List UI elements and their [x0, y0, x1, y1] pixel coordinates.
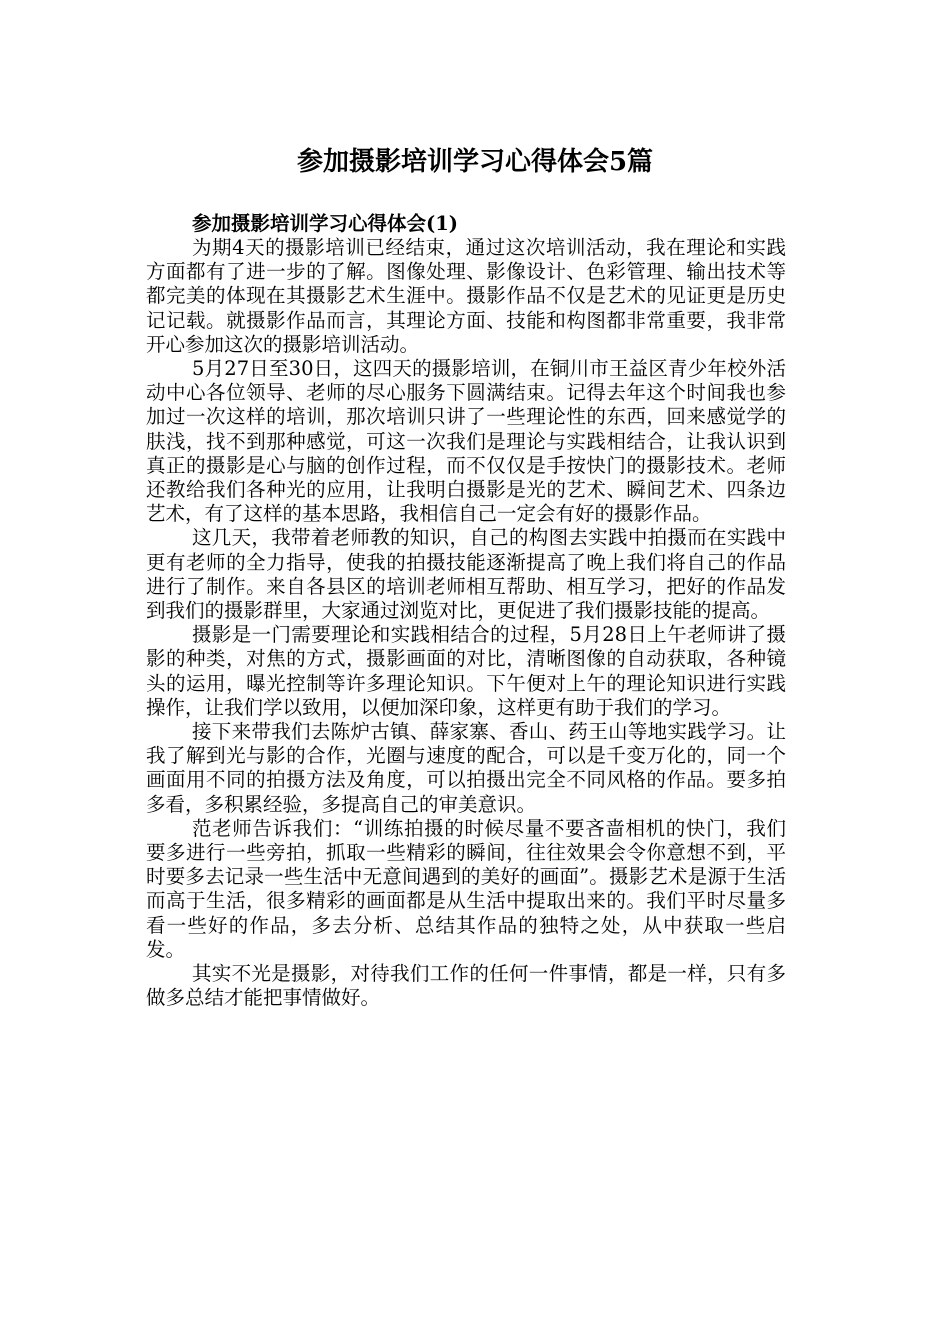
paragraph-4: 摄影是一门需要理论和实践相结合的过程，5月28日上午老师讲了摄影的种类，对焦的方式，摄影画面的对比，清晰图像的自动获取，各种镜头的运用，曝光控制等许多理论知识。下午便对上午的理论知识进行实践操作，让我们学以致用，以便加深印象，这样更有助于我们的学习。 — [146, 623, 786, 719]
paragraph-5: 接下来带我们去陈炉古镇、薛家寨、香山、药王山等地实践学习。让我了解到光与影的合作，光圈与速度的配合，可以是千变万化的，同一个画面用不同的拍摄方法及角度，可以拍摄出完全不同风格的作品。要多拍多看，多积累经验，多提高自己的审美意识。 — [146, 720, 786, 816]
section-heading: 参加摄影培训学习心得体会(1) — [192, 212, 459, 235]
paragraph-3: 这几天，我带着老师教的知识，自己的构图去实践中拍摄而在实践中更有老师的全力指导，使我的拍摄技能逐渐提高了晚上我们将自己的作品进行了制作。来自各县区的培训老师相互帮助、相互学习，把好的作品发到我们的摄影群里，大家通过浏览对比，更促进了我们摄影技能的提高。 — [146, 526, 786, 623]
document-body — [146, 212, 786, 1011]
document-title: 参加摄影培训学习心得体会5篇 — [296, 147, 654, 177]
paragraph-6: 范老师告诉我们：“训练拍摄的时候尽量不要吝啬相机的快门，我们要多进行一些旁拍，抓取一些精彩的瞬间，往往效果会令你意想不到，平时要多去记录一些生活中无意间遇到的美好的画面”。摄影艺术是源于生活而高于生活，很多精彩的画面都是从生活中提取出来的。我们平时尽量多看一些好的作品，多去分析、总结其作品的独特之处，从中获取一些启发。 — [146, 816, 786, 961]
paragraph-7: 其实不光是摄影，对待我们工作的任何一件事情，都是一样，只有多做多总结才能把事情做好。 — [146, 962, 786, 1010]
paragraph-1: 为期4天的摄影培训已经结束，通过这次培训活动，我在理论和实践方面都有了进一步的了解。图像处理、影像设计、色彩管理、输出技术等都完美的体现在其摄影艺术生涯中。摄影作品不仅是艺术的见证更是历史记记载。就摄影作品而言，其理论方面、技能和构图都非常重要，我非常开心参加这次的摄影培训活动。 — [146, 236, 786, 356]
paragraph-2: 5月27日至30日，这四天的摄影培训，在铜川市王益区青少年校外活动中心各位领导、老师的尽心服务下圆满结束。记得去年这个时间我也参加过一次这样的培训，那次培训只讲了一些理论性的东西，回来感觉学的肤浅，找不到那种感觉，可这一次我们是理论与实践相结合，让我认识到真正的摄影是心与脑的创作过程，而不仅仅是手按快门的摄影技术。老师还教给我们各种光的应用，让我明白摄影是光的艺术、瞬间艺术、四条边艺术，有了这样的基本思路，我相信自己一定会有好的摄影作品。 — [146, 357, 786, 526]
